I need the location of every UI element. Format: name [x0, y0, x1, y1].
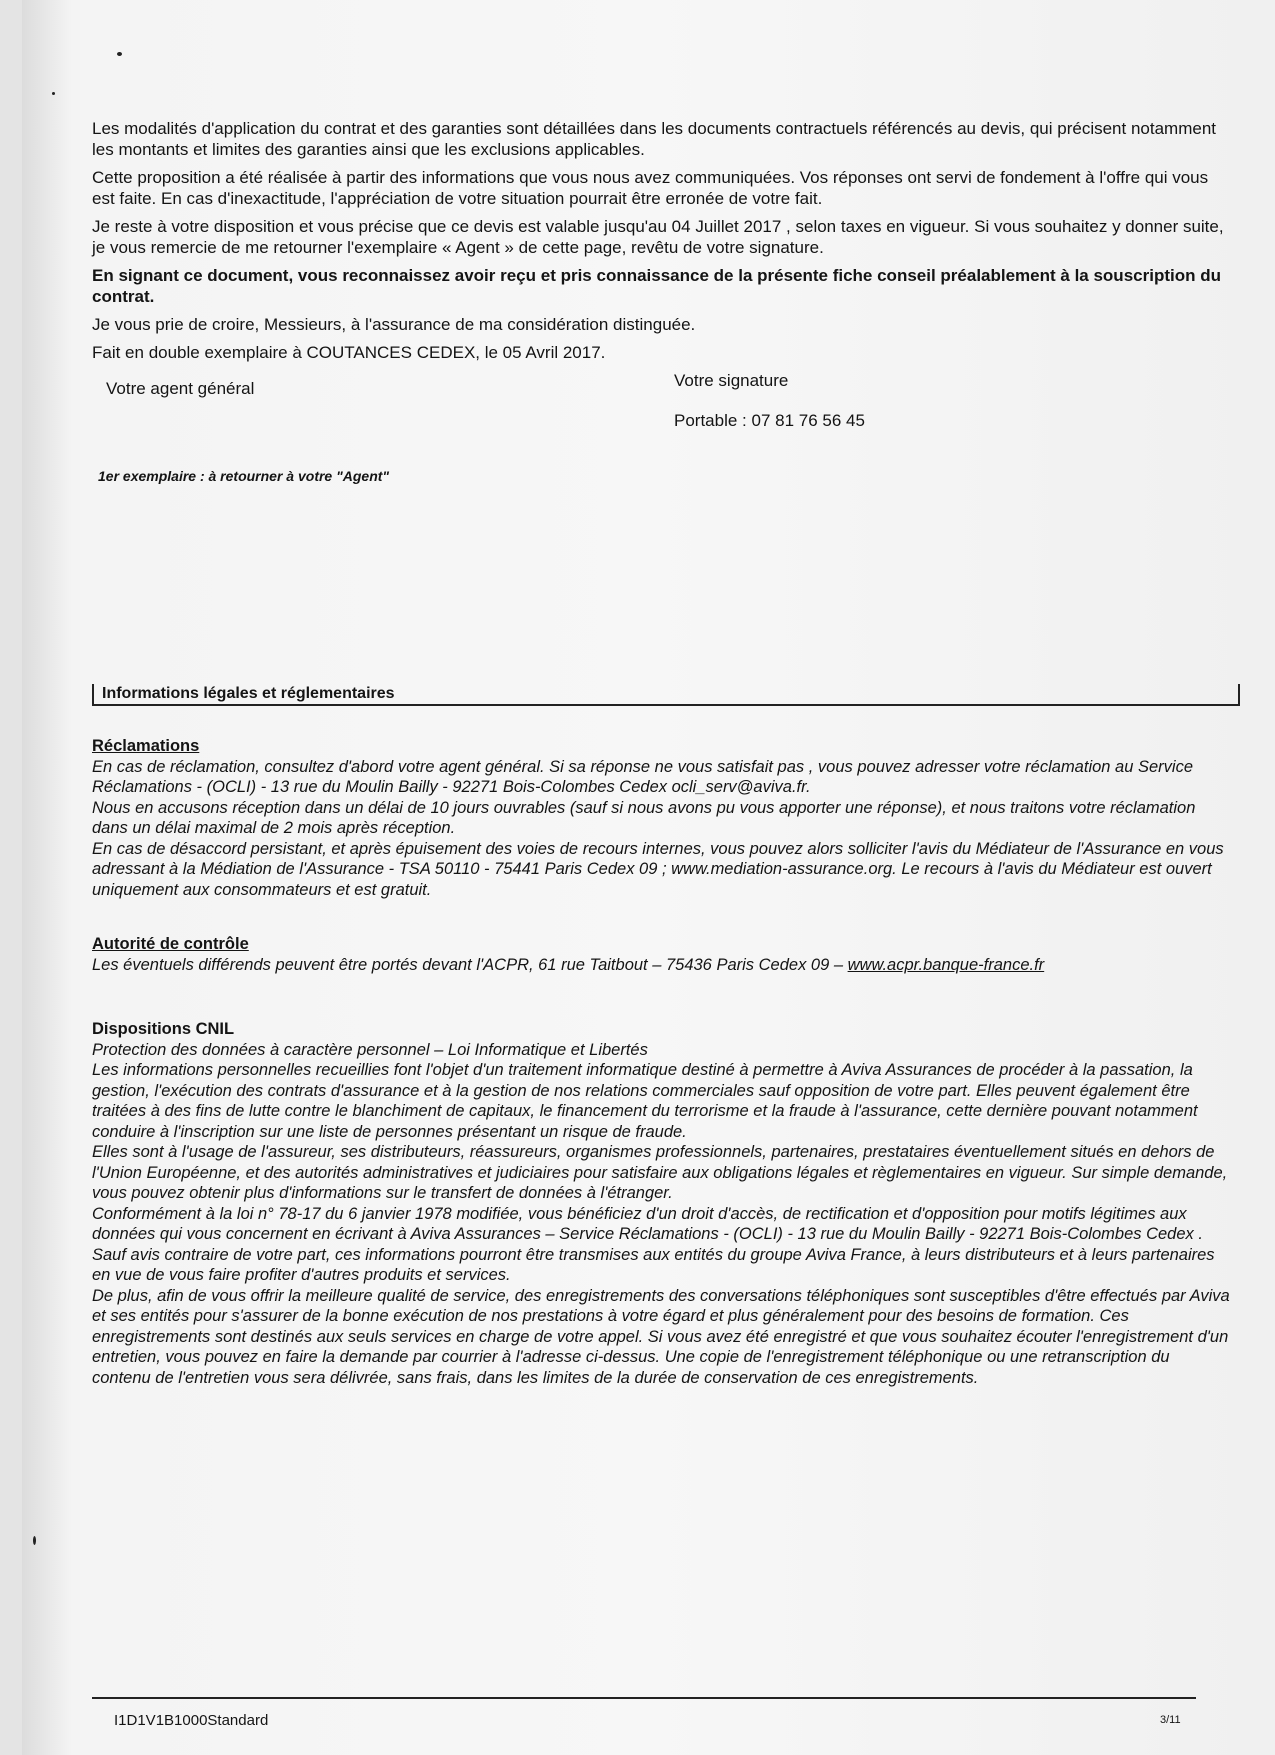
- cnil-section: [92, 1019, 1232, 1388]
- reclamations-title: Réclamations: [92, 737, 200, 755]
- agent-label: Votre agent général: [106, 379, 255, 398]
- reclamations-section: [92, 736, 1232, 900]
- paragraph-disposition: Je reste à votre disposition et vous précise que ce devis est valable jusqu'au 04 Juillet 2017 , selon taxes en vigueur. Si vous souhaitez y donner suite, je vous remercie de me retourner l'exemplaire « Agent » de cette page, revêtu de votre signature.: [92, 217, 1224, 257]
- client-signature-label: Votre signature: [674, 371, 789, 390]
- footer-code: I1D1V1B1000Standard: [114, 1712, 269, 1729]
- acpr-link[interactable]: www.acpr.banque-france.fr: [847, 955, 1045, 974]
- autorite-section: [92, 934, 1232, 975]
- portable-number: Portable : 07 81 76 56 45: [674, 411, 865, 430]
- reclamations-text-2: Nous en accusons réception dans un délai de 10 jours ouvrables (sauf si nous avons pu vous apporter une réponse), et nous traitons votre réclamation dans un délai maximal de 2 mois après réception.: [92, 798, 1196, 837]
- paragraph-signature-notice: En signant ce document, vous reconnaissez avoir reçu et pris connaissance de la présente fiche conseil préalablement à la souscription du contrat.: [92, 266, 1221, 306]
- paragraph-fait-a: Fait en double exemplaire à COUTANCES CEDEX, le 05 Avril 2017.: [92, 343, 606, 362]
- autorite-title: Autorité de contrôle: [92, 935, 249, 953]
- cnil-text-6: De plus, afin de vous offrir la meilleure qualité de service, des enregistrements des conversations téléphoniques sont susceptibles d'être effectués par Aviva et ses entités pour s'assurer de la bonne exécution de nos prestations à votre égard et plus généralement pour des besoins de formation. Ces enregistrements sont destinés aux seuls services en charge de votre appel. Si vous avez été enregistré et que vous souhaitez écouter l'enregistrement d'un entretien, vous pouvez en faire la demande par courrier à l'adresse ci-dessus. Une copie de l'enregistrement téléphonique ou une retranscription du contenu de l'entretien vous sera délivrée, sans frais, dans les limites de la durée de conservation de ces enregistrements.: [92, 1286, 1230, 1387]
- scan-speck: [33, 1536, 36, 1545]
- cnil-title: Dispositions CNIL: [92, 1020, 235, 1038]
- reclamations-text-3: En cas de désaccord persistant, et après épuisement des voies de recours internes, vous pouvez alors solliciter l'avis du Médiateur de l'Assurance en vous adressant à la Médiation de l'Assurance - TSA 50110 - 75441 Paris Cedex 09 ; www.mediation-assurance.org. Le recours à l'avis du Médiateur est ouvert uniquement aux consommateurs et est gratuit.: [92, 839, 1224, 899]
- scan-speck: [52, 92, 55, 95]
- paragraph-modalites: Les modalités d'application du contrat et des garanties sont détaillées dans les documents contractuels référencés au devis, qui précisent notamment les montants et limites des garanties ainsi que les exclusions applicables.: [92, 119, 1217, 159]
- legal-section: [92, 684, 1232, 1388]
- letter-body: [92, 118, 1232, 1387]
- signature-row: [92, 370, 1232, 446]
- exemplaire-note: 1er exemplaire : à retourner à votre "Agent": [98, 468, 390, 484]
- page-number: 3/11: [1160, 1714, 1181, 1726]
- legal-heading: Informations légales et réglementaires: [92, 684, 1240, 706]
- paragraph-politesse: Je vous prie de croire, Messieurs, à l'assurance de ma considération distinguée.: [92, 315, 696, 334]
- cnil-text-2: Les informations personnelles recueillies font l'objet d'un traitement informatique destiné à permettre à Aviva Assurances de procéder à la passation, la gestion, l'exécution des contrats d'assurance et à la gestion de nos relations commerciales sauf opposition de votre part. Elles peuvent également être traitées à des fins de lutte contre le blanchiment de capitaux, le financement du terrorisme et la fraude à l'assurance, cette dernière pouvant notamment conduire à l'inscription sur une liste de personnes présentant un risque de fraude.: [92, 1061, 1198, 1141]
- autorite-body: Les éventuels différends peuvent être portés devant l'ACPR, 61 rue Taitbout – 75436 Paris Cedex 09 –: [92, 955, 848, 974]
- cnil-text-4: Conformément à la loi n° 78-17 du 6 janvier 1978 modifiée, vous bénéficiez d'un droit d'accès, de rectification et d'opposition pour motifs légitimes aux données qui vous concernent en écrivant à Aviva Assurances – Service Réclamations - (OCLI) - 13 rue du Moulin Bailly - 92271 Bois-Colombes Cedex .: [92, 1204, 1203, 1243]
- paragraph-proposition: Cette proposition a été réalisée à partir des informations que vous nous avez communiquées. Vos réponses ont servi de fondement à l'offre qui vous est faite. En cas d'inexactitude, l'appréciation de votre situation pourrait être erronée de votre fait.: [92, 168, 1209, 208]
- cnil-text-1: Protection des données à caractère personnel – Loi Informatique et Libertés: [92, 1040, 648, 1059]
- scan-speck: [117, 52, 122, 56]
- cnil-text-3: Elles sont à l'usage de l'assureur, ses distributeurs, réassureurs, organismes professionnels, partenaires, prestataires éventuellement situés en dehors de l'Union Européenne, et des autorités administratives et judiciaires pour satisfaire aux obligations légales et règlementaires en vigueur. Sur simple demande, vous pouvez obtenir plus d'informations sur le transfert de données à l'étranger.: [92, 1143, 1228, 1202]
- reclamations-text-1: En cas de réclamation, consultez d'abord votre agent général. Si sa réponse ne vous satisfait pas , vous pouvez adresser votre réclamation au Service Réclamations - (OCLI) - 13 rue du Moulin Bailly - 92271 Bois-Colombes Cedex ocli_serv@aviva.fr.: [92, 757, 1194, 796]
- autorite-text: [92, 955, 1232, 976]
- cnil-text-5: Sauf avis contraire de votre part, ces informations pourront être transmises aux entités du groupe Aviva France, à leurs distributeurs et à leurs partenaires en vue de vous faire profiter d'autres produits et services.: [92, 1245, 1215, 1284]
- footer-divider: [92, 1697, 1196, 1699]
